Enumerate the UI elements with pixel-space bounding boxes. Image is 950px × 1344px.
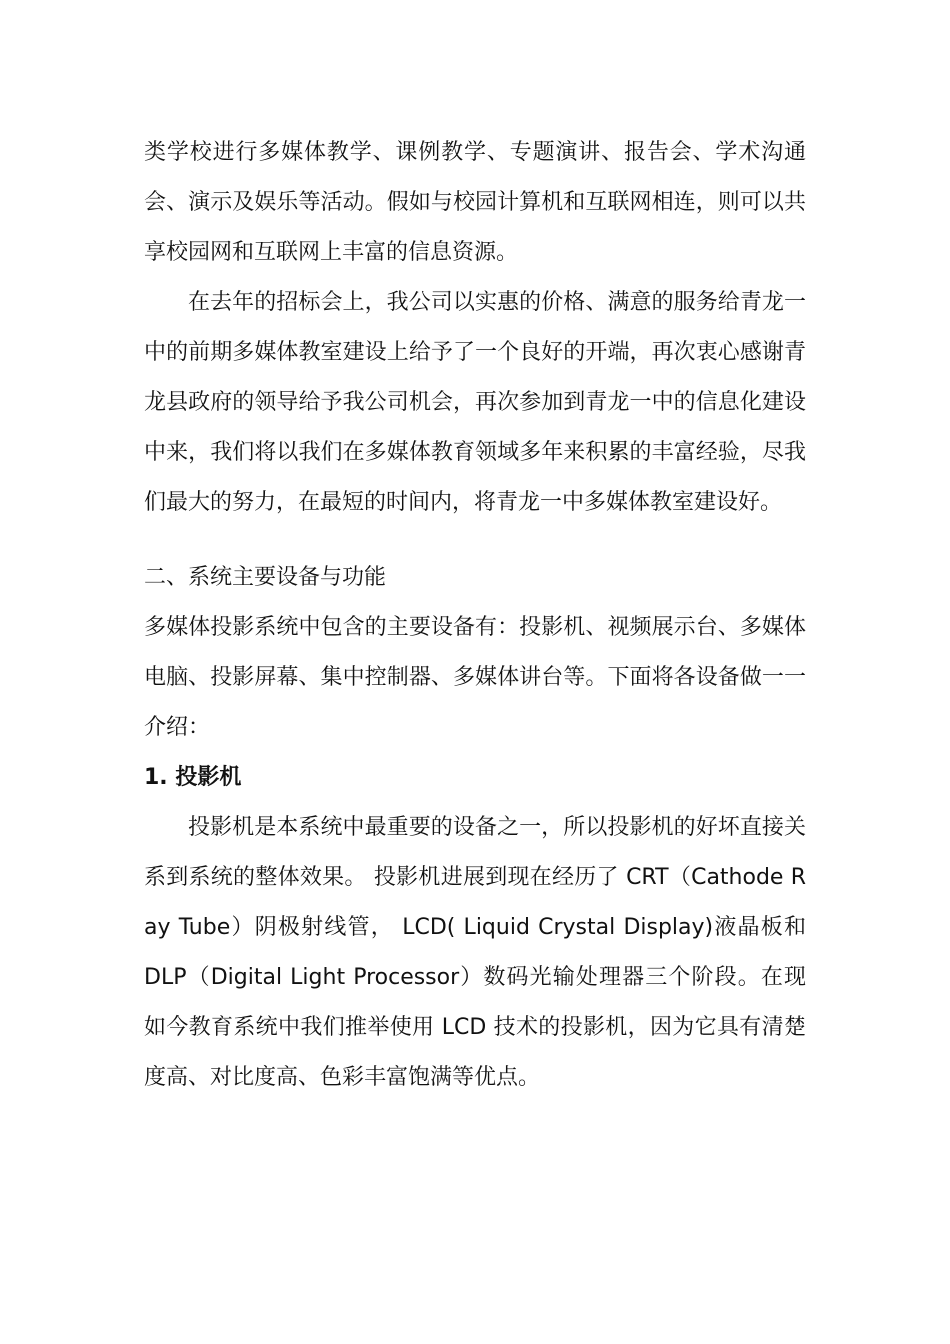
paragraph-tender-history: 在去年的招标会上，我公司以实惠的价格、满意的服务给青龙一中的前期多媒体教室建设上给予了一个良好的开端，再次衷心感谢青龙县政府的领导给予我公司机会，再次参加到青龙一中的信息化建设中来，我们将以我们在多媒体教育领域多年来积累的丰富经验，尽我们最大的努力，在最短的时间内，将青龙一中多媒体教室建设好。 [144, 290, 806, 515]
subheading-projector: 1. 投影机 [144, 765, 242, 790]
paragraph-projector-description: 投影机是本系统中最重要的设备之一，所以投影机的好坏直接关系到系统的整体效果。 投影机进展到现在经历了 CRT（Cathode Ray Tube）阴极射线管， LCD( Liquid Crystal Display)液晶板和 DLP（Digital Light Processor）数码光输处理器三个阶段。在现如今教育系统中我们推举使用 LCD 技术的投影机，因为它具有清楚度高、对比度高、色彩丰富饱满等优点。 [144, 815, 806, 1090]
paragraph-equipment-list: 多媒体投影系统中包含的主要设备有：投影机、视频展示台、多媒体电脑、投影屏幕、集中控制器、多媒体讲台等。下面将各设备做一一介绍： [144, 615, 806, 740]
section-heading-main-equipment: 二、系统主要设备与功能 [144, 565, 387, 590]
paragraph-intro-continuation: 类学校进行多媒体教学、课例教学、专题演讲、报告会、学术沟通会、演示及娱乐等活动。假如与校园计算机和互联网相连，则可以共享校园网和互联网上丰富的信息资源。 [144, 140, 806, 265]
document-body [144, 128, 806, 1103]
